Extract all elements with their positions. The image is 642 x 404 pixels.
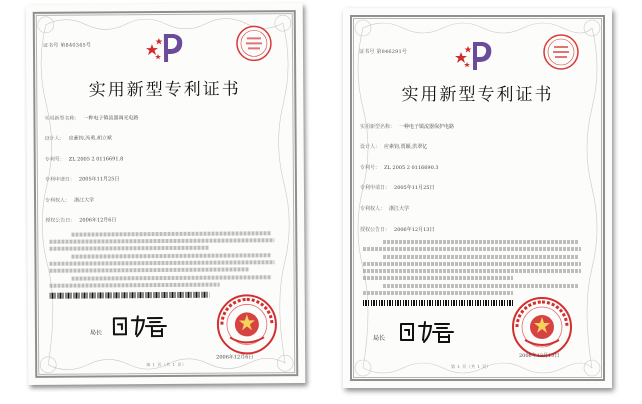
field-designer: 设计人： 应素钧,贾颖,洪翠亿 — [360, 144, 428, 150]
patent-office-logo-icon — [144, 30, 186, 64]
national-seal-icon — [511, 296, 573, 358]
field-patent-number: 专利号： ZL 2005 2 0116690.3 — [360, 165, 439, 171]
issue-date: 2006年12月6日 — [216, 354, 254, 361]
field-utility-name: 实用新型名称： 一种电子镇流器调光电路 — [44, 115, 139, 122]
field-grant-date: 授权公告日： 2006年12月6日 — [45, 217, 117, 224]
field-designer: 设计人： 应素钧,冯勇,胡立斌 — [44, 135, 112, 142]
certificate-title: 实用新型专利证书 — [401, 85, 554, 105]
certificate-title: 实用新型专利证书 — [88, 79, 241, 101]
certificate-2 — [343, 8, 612, 388]
barcode — [363, 300, 513, 306]
red-stamp-icon — [541, 32, 581, 72]
director-signature — [110, 312, 170, 338]
director-label: 局长 — [373, 335, 386, 342]
director-signature — [397, 318, 457, 344]
issue-date: 2006年12月13日 — [519, 353, 560, 359]
page-footnote: 第 1 页（共 1 页） — [146, 361, 187, 368]
director-label: 局长 — [89, 329, 103, 337]
barcode — [50, 292, 210, 299]
field-patentee: 专利权人： 浙江大学 — [360, 206, 410, 212]
field-patentee: 专利权人： 浙江大学 — [45, 197, 95, 204]
patent-office-logo-icon — [453, 38, 495, 72]
field-patent-number: 专利号： ZL 2005 2 0116691.8 — [44, 156, 124, 163]
field-application-date: 专利申请日： 2005年11月25日 — [44, 176, 120, 183]
national-seal-icon — [216, 293, 278, 355]
page-footnote: 第 1 页（共 1 页） — [451, 364, 492, 369]
red-stamp-icon — [234, 23, 274, 63]
certificate-number: 证书号 第840345号 — [42, 42, 92, 49]
certificate-number: 证书号 第846291号 — [359, 49, 408, 55]
field-application-date: 专利申请日： 2005年11月25日 — [360, 185, 435, 191]
certificate-1 — [26, 3, 306, 385]
field-utility-name: 实用新型名称： 一种电子镇流器保护电路 — [360, 124, 455, 130]
field-grant-date: 授权公告日： 2006年12月13日 — [360, 227, 435, 233]
